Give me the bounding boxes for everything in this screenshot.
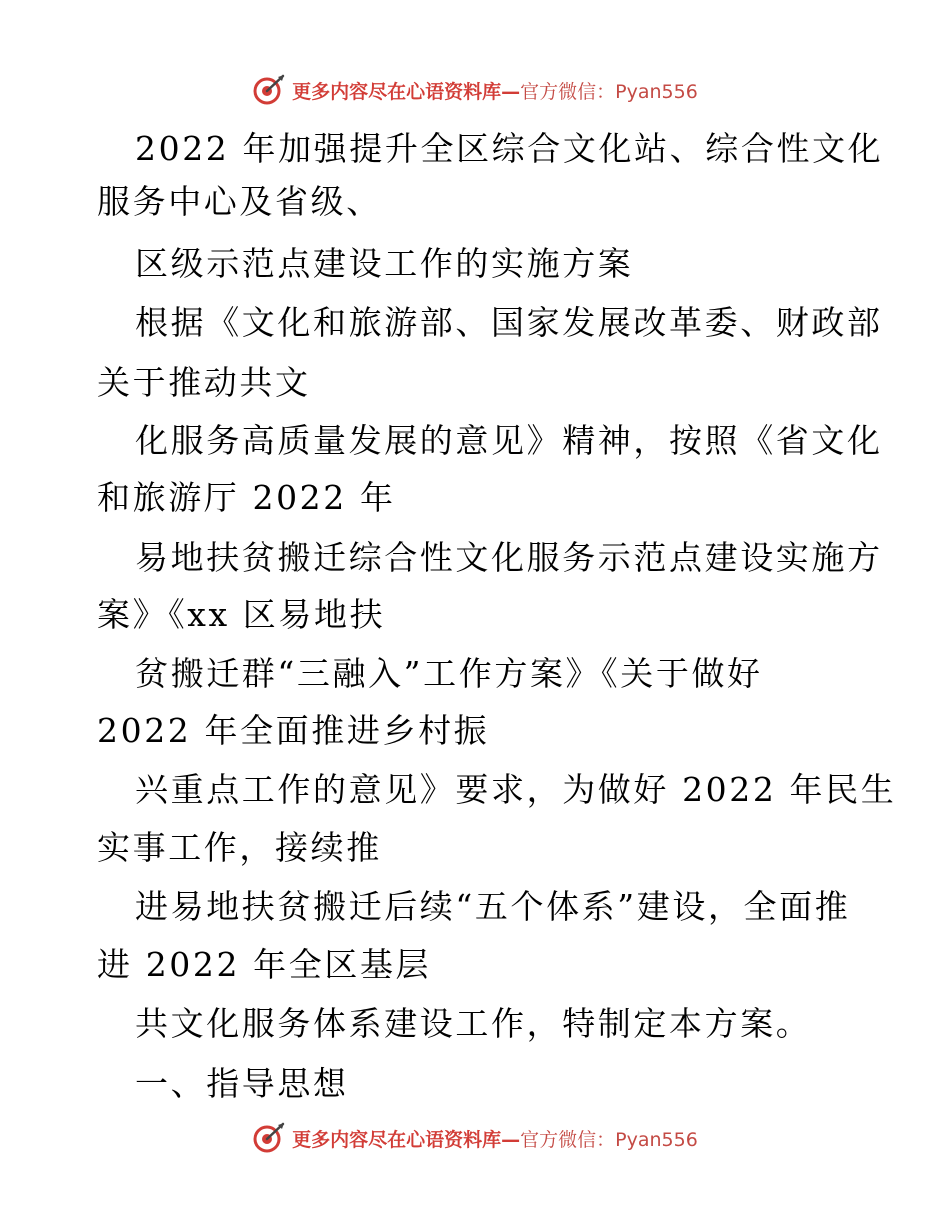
- paragraph-line: 实事工作，接续推: [97, 828, 382, 867]
- doc-title-line-3: 区级示范点建设工作的实施方案: [135, 244, 634, 283]
- watermark-site-name: 更多内容尽在心语资料库—: [292, 80, 521, 103]
- logo-icon: [252, 1121, 286, 1155]
- watermark-text: [292, 1125, 698, 1152]
- paragraph-line: 关于推动共文: [97, 363, 311, 402]
- paragraph-line: 化服务高质量发展的意见》精神，按照《省文化: [135, 421, 883, 460]
- section-heading: 一、指导思想: [135, 1064, 349, 1103]
- watermark-text: [292, 77, 698, 104]
- paragraph-line: 2022 年全面推进乡村振: [97, 711, 490, 750]
- doc-title-line-1: 2022 年加强提升全区综合文化站、综合性文化: [135, 129, 884, 168]
- footer-watermark-banner: [0, 1118, 950, 1158]
- paragraph-line: 进 2022 年全区基层: [97, 945, 432, 984]
- watermark-wechat: 官方微信：Pyan556: [520, 1128, 698, 1151]
- header-watermark-banner: [0, 70, 950, 110]
- doc-title-line-2: 服务中心及省级、: [97, 182, 382, 221]
- paragraph-line: 根据《文化和旅游部、国家发展改革委、财政部: [135, 303, 883, 342]
- paragraph-line: 贫搬迁群“三融入”工作方案》《关于做好: [135, 654, 763, 693]
- paragraph-line: 易地扶贫搬迁综合性文化服务示范点建设实施方: [135, 538, 883, 577]
- paragraph-line: 和旅游厅 2022 年: [97, 478, 396, 517]
- paragraph-line: 共文化服务体系建设工作，特制定本方案。: [135, 1004, 812, 1043]
- paragraph-line: 进易地扶贫搬迁后续“五个体系”建设，全面推: [135, 887, 851, 926]
- paragraph-line: 案》《xx 区易地扶: [97, 595, 386, 634]
- watermark-wechat: 官方微信：Pyan556: [520, 80, 698, 103]
- watermark-site-name: 更多内容尽在心语资料库—: [292, 1128, 521, 1151]
- paragraph-line: 兴重点工作的意见》要求，为做好 2022 年民生: [135, 770, 897, 809]
- logo-icon: [252, 73, 286, 107]
